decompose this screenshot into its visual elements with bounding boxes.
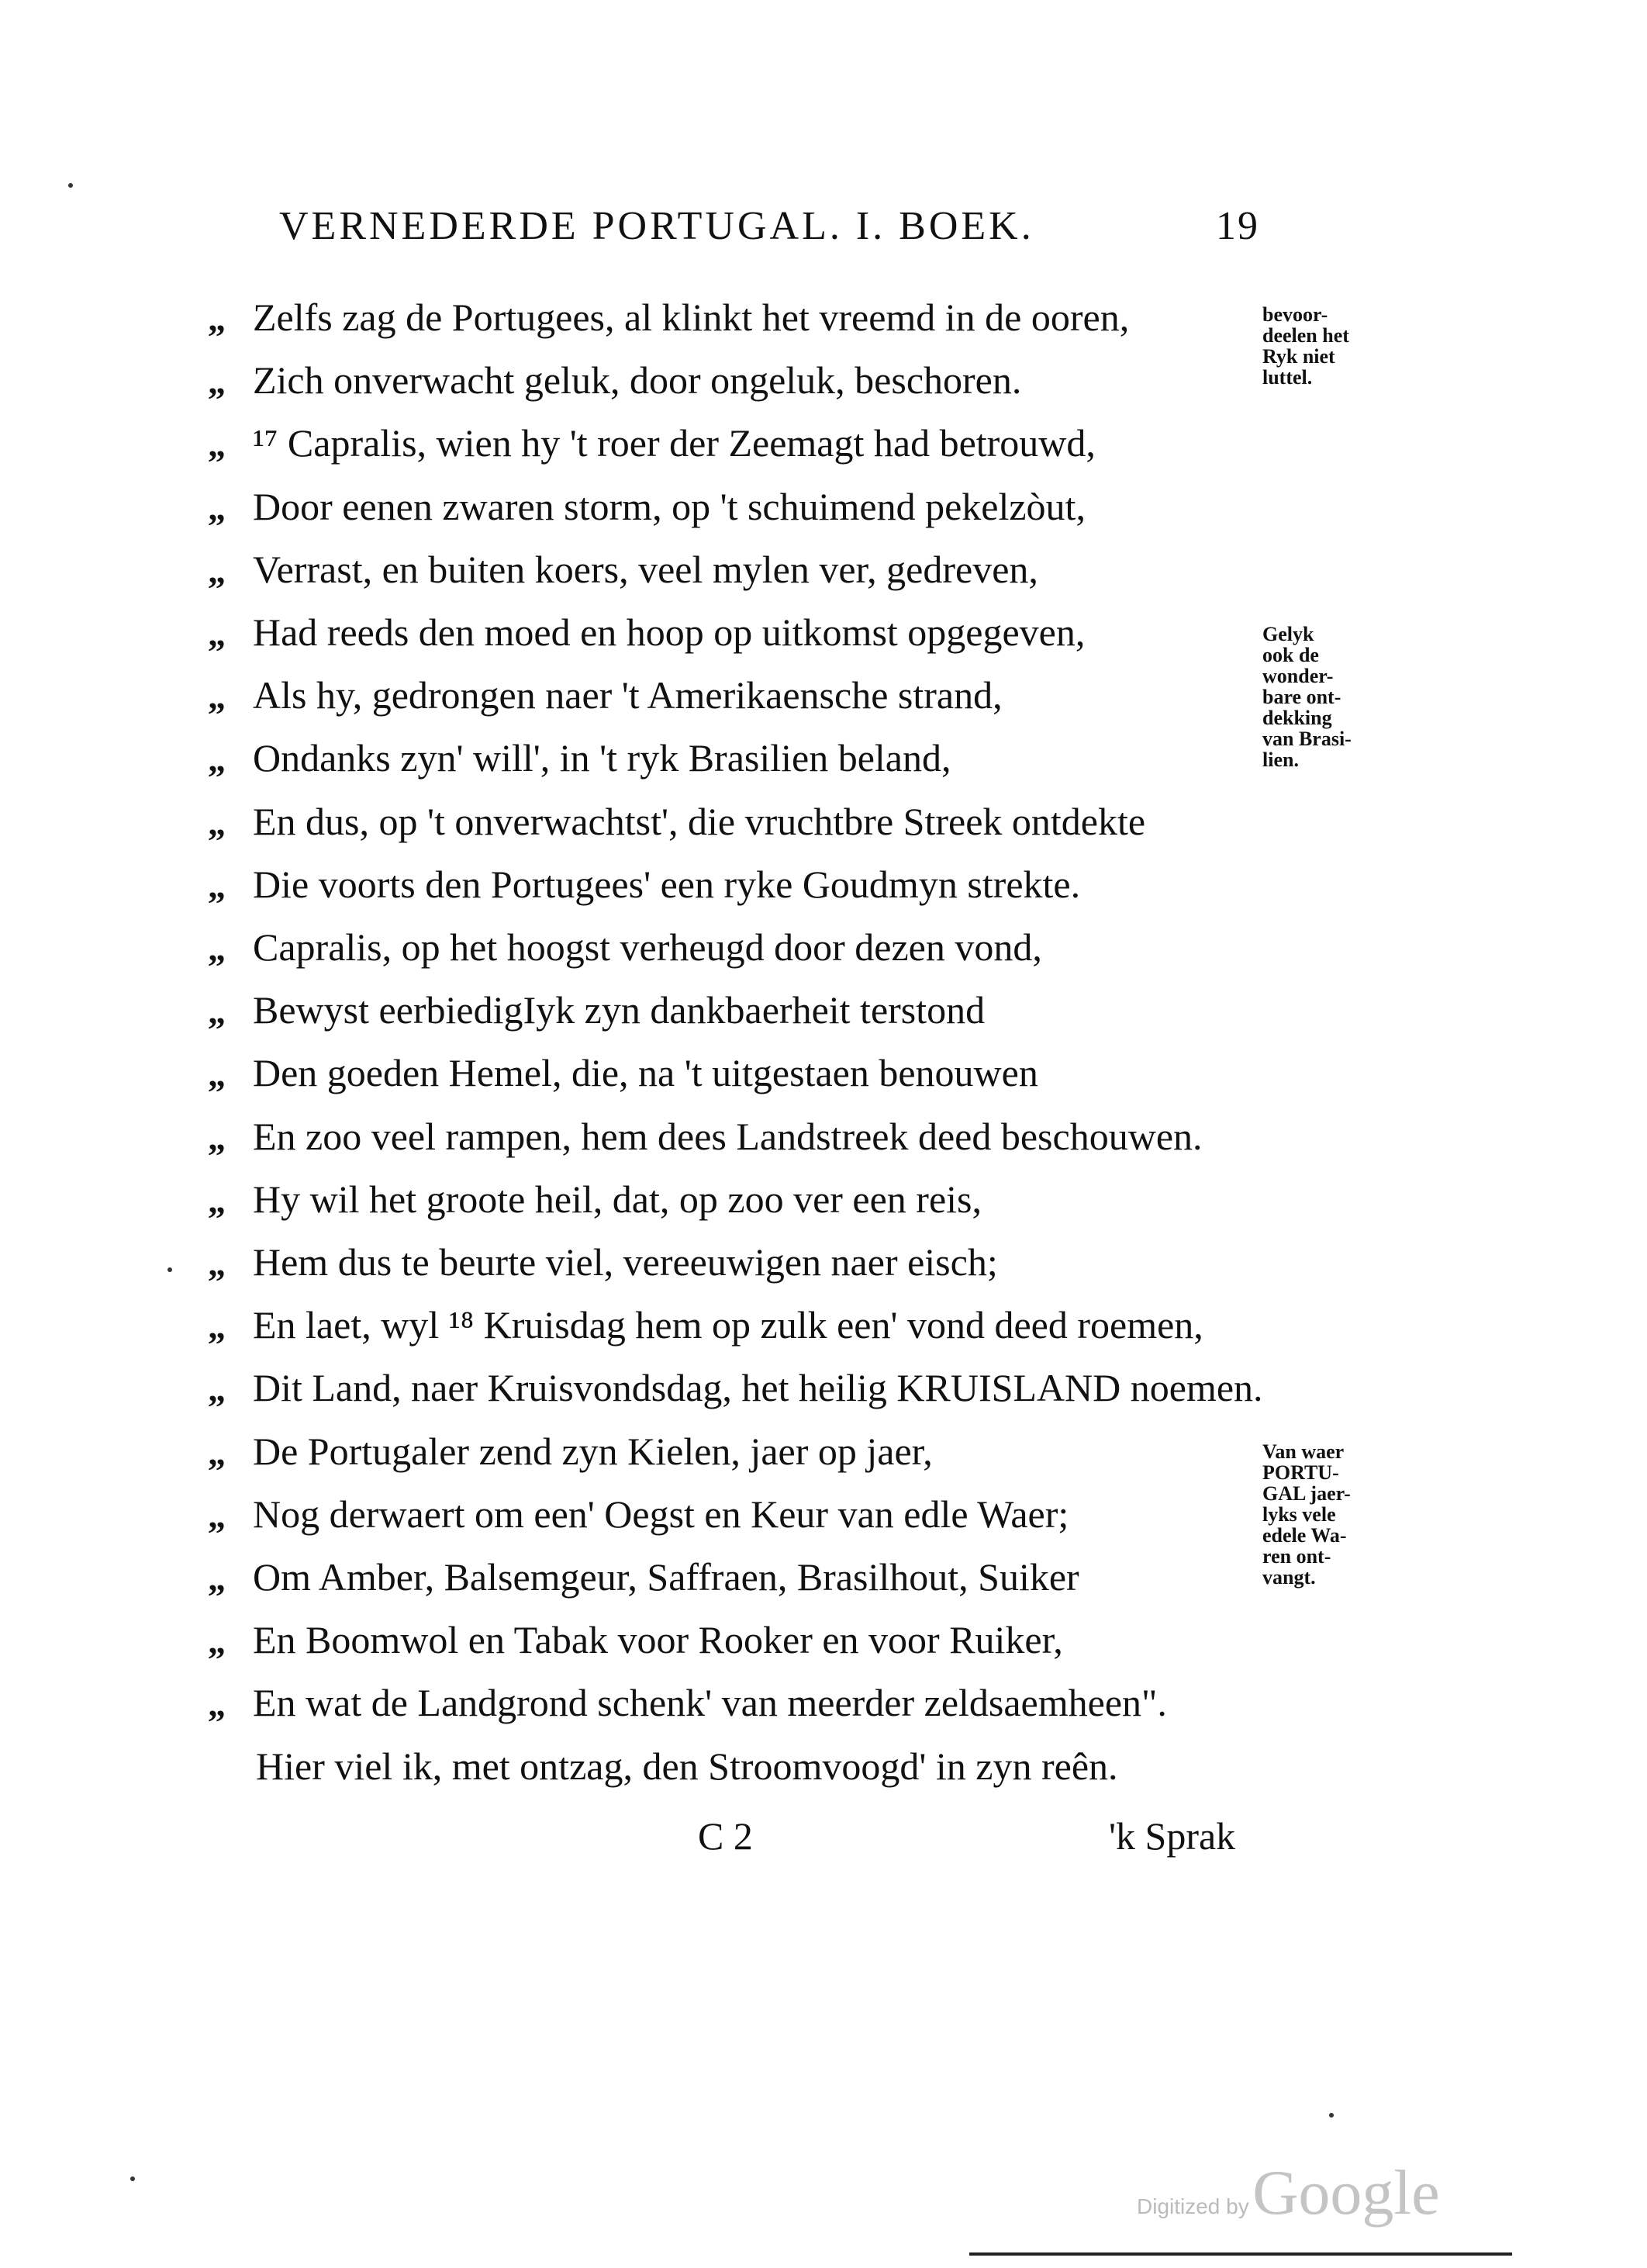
- running-title: VERNEDERDE PORTUGAL. I. BOEK.: [279, 204, 1034, 248]
- verse-text: Hy wil het groote heil, dat, op zoo ver een reis,: [253, 1177, 982, 1221]
- verse-text: Zich onverwacht geluk, door ongeluk, beschoren.: [253, 358, 1022, 402]
- quote-mark: „: [208, 1369, 226, 1409]
- quote-mark: „: [208, 928, 226, 968]
- quote-mark: „: [208, 1306, 226, 1346]
- verse-line: [208, 862, 1080, 925]
- quote-mark: „: [208, 551, 226, 590]
- quote-mark: „: [208, 1054, 226, 1094]
- verse-text: Als hy, gedrongen naer 't Amerikaensche strand,: [253, 673, 1003, 717]
- verse-line: [208, 799, 1145, 863]
- quote-mark: „: [208, 1495, 226, 1535]
- verse-text: Had reeds den moed en hoop op uitkomst opgegeven,: [253, 610, 1086, 654]
- verse-text: Nog derwaert om een' Oegst en Keur van edle Waer;: [253, 1492, 1069, 1536]
- verse-text: Hem dus te beurte viel, vereeuwigen naer eisch;: [253, 1240, 998, 1284]
- verse-text: ¹⁷ Capralis, wien hy 't roer der Zeemagt had betrouwd,: [253, 421, 1096, 465]
- verse-text: Om Amber, Balsemgeur, Saffraen, Brasilhout, Suiker: [253, 1555, 1079, 1599]
- quote-mark: „: [208, 1558, 226, 1598]
- catchword: 'k Sprak: [1109, 1814, 1236, 1858]
- verse-text: Door eenen zwaren storm, op 't schuimend pekelzòut,: [253, 485, 1086, 528]
- ink-speck: [130, 2176, 135, 2181]
- quote-mark: „: [208, 488, 226, 527]
- quote-mark: „: [208, 803, 226, 842]
- digitization-watermark: [1137, 2156, 1440, 2229]
- verse-line: [208, 295, 1129, 358]
- verse-line: [208, 925, 1042, 988]
- ink-speck: [1329, 2113, 1334, 2118]
- verse-line: [208, 1365, 1263, 1429]
- ink-speck: [167, 1267, 172, 1272]
- verse-text: Verrast, en buiten koers, veel mylen ver, gedreven,: [253, 548, 1038, 591]
- verse-text: En Boomwol en Tabak voor Rooker en voor Ruiker,: [253, 1618, 1063, 1661]
- quote-mark: „: [208, 1243, 226, 1283]
- verse-line: [208, 610, 1085, 673]
- page-number: 19: [1216, 204, 1259, 248]
- verse-line: [208, 1177, 982, 1240]
- quote-mark: „: [208, 1181, 226, 1220]
- google-logo: Google: [1252, 2157, 1440, 2228]
- verse-line: [208, 547, 1038, 610]
- verse-line: [208, 1239, 998, 1303]
- marginal-note: Van waer PORTU- GAL jaer- lyks vele edele Wa- ren ont- vangt.: [1262, 1440, 1351, 1589]
- verse-text: Ondanks zyn' will', in 't ryk Brasilien beland,: [253, 736, 951, 780]
- verse-text: En dus, op 't onverwachtst', die vruchtbre Streek ontdekte: [253, 800, 1146, 843]
- quote-mark: „: [208, 739, 226, 779]
- verse-line: [208, 1050, 1038, 1114]
- quote-mark: „: [208, 299, 226, 338]
- quote-mark: „: [208, 991, 226, 1031]
- verse-line: [208, 1302, 1203, 1366]
- verse-text: Den goeden Hemel, die, na 't uitgestaen benouwen: [253, 1051, 1038, 1094]
- quote-mark: „: [208, 361, 226, 401]
- quote-mark: „: [208, 614, 226, 653]
- verse-text: En zoo veel rampen, hem dees Landstreek deed beschouwen.: [253, 1115, 1203, 1158]
- quote-mark: „: [208, 424, 226, 464]
- verse-line: [208, 358, 1021, 421]
- verse-line: [208, 735, 951, 799]
- verse-text: Capralis, op het hoogst verheugd door dezen vond,: [253, 925, 1042, 969]
- verse-text: En laet, wyl ¹⁸ Kruisdag hem op zulk een' vond deed roemen,: [253, 1303, 1203, 1347]
- verse-line: [256, 1744, 1118, 1807]
- verse-line: [208, 1492, 1069, 1555]
- verse-line: [208, 1429, 933, 1492]
- bottom-rule: [969, 2252, 1512, 2256]
- digitized-by-label: Digitized by: [1137, 2194, 1249, 2218]
- verse-text: De Portugaler zend zyn Kielen, jaer op jaer,: [253, 1430, 933, 1473]
- verse-line: [208, 1114, 1203, 1177]
- verse-text: Zelfs zag de Portugees, al klinkt het vreemd in de ooren,: [253, 296, 1130, 339]
- quote-mark: „: [208, 1118, 226, 1157]
- verse-text: Dit Land, naer Kruisvondsdag, het heilig KRUISLAND noemen.: [253, 1366, 1263, 1409]
- ink-speck: [68, 183, 73, 188]
- quote-mark: „: [208, 866, 226, 905]
- verse-line: [208, 672, 1003, 736]
- verse-text: Hier viel ik, met ontzag, den Stroomvoogd' in zyn reên.: [256, 1744, 1118, 1788]
- marginal-note: bevoor- deelen het Ryk niet luttel.: [1262, 303, 1349, 389]
- running-header: [279, 203, 1272, 249]
- verse-text: En wat de Landgrond schenk' van meerder zeldsaemheen".: [253, 1681, 1167, 1724]
- verse-line: [208, 987, 985, 1051]
- verse-line: [208, 420, 1096, 484]
- verse-line: [208, 484, 1086, 548]
- quote-mark: „: [208, 1684, 226, 1723]
- verse-line: [208, 1554, 1079, 1618]
- verse-text: Die voorts den Portugees' een ryke Goudmyn strekte.: [253, 863, 1081, 906]
- verse-line: [208, 1680, 1167, 1744]
- marginal-note: Gelyk ook de wonder- bare ont- dekking van Brasi- lien.: [1262, 623, 1352, 771]
- quote-mark: „: [208, 1621, 226, 1661]
- verse-text: Bewyst eerbiedigIyk zyn dankbaerheit terstond: [253, 988, 986, 1032]
- signature-mark: C 2: [698, 1814, 753, 1858]
- quote-mark: „: [208, 1433, 226, 1472]
- quote-mark: „: [208, 676, 226, 716]
- verse-line: [208, 1617, 1063, 1681]
